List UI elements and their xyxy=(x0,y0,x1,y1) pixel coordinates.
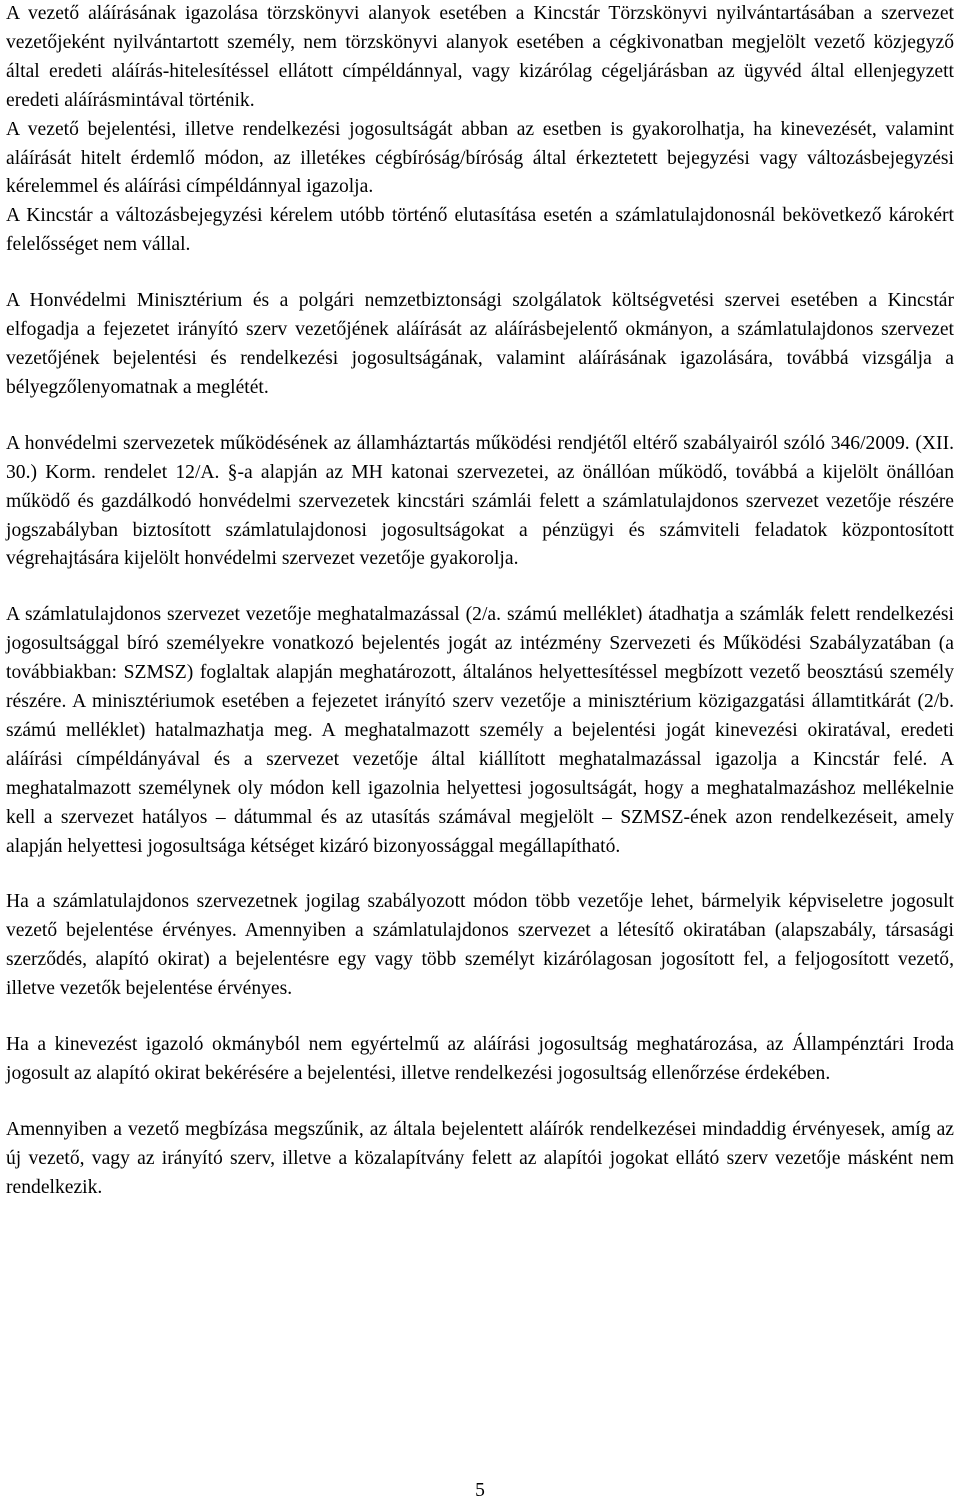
paragraph-multiple-leaders: Ha a számlatulajdonos szervezetnek jogilag szabályozott módon több vezetője lehet, bármelyik képviseletre jogosult vezető bejelentése érvényes. Amennyiben a számlatulajdonos szervezet a létesítő okiratában (alapszabály, társasági szerződés, alapító okirat) a bejelentésre egy vagy több személyt kizárólagosan jogosított fel, a feljogosított vezető, illetve vezetők bejelentése érvényes. xyxy=(6,891,954,1000)
paragraph-leader-rights: A vezető bejelentési, illetve rendelkezési jogosultságát abban az esetben is gyakorolhatja, ha kinevezését, valamint aláírását hitelt érdemlő módon, az illetékes cégbíróság/bíróság által érkeztetett bejegyzési vagy változásbejegyzési kérelemmel és aláírási címpéldánnyal igazolja. xyxy=(6,118,954,198)
page-number: 5 xyxy=(475,1480,485,1501)
paragraph-treasury-liability: A Kincstár a változásbejegyzési kérelem utóbb történő elutasítása esetén a számlatulajdonosnál bekövetkező károkért felelősséget nem vállal. xyxy=(6,205,954,256)
document-page xyxy=(6,0,954,1203)
paragraph-mandate-termination: Amennyiben a vezető megbízása megszűnik, az általa bejelentett aláírók rendelkezései mindaddig érvényesek, amíg az új vezető, vagy az irányító szerv, illetve a közalapítvány felett az alapítói jogokat ellátó szerv vezetője másként nem rendelkezik. xyxy=(6,1118,954,1198)
paragraph-appointment-document: Ha a kinevezést igazoló okmányból nem egyértelmű az aláírási jogosultság meghatározása, az Állampénztári Iroda jogosult az alapító okirat bekérésére a bejelentési, illetve rendelkezési jogosultság ellenőrzése érdekében. xyxy=(6,1034,954,1084)
paragraph-signature-verification: A vezető aláírásának igazolása törzskönyvi alanyok esetében a Kincstár Törzskönyvi nyilvántartásában a szervezet vezetőjeként nyilvántartott személy, nem törzskönyvi alanyok esetében a cégkivonatban megjelölt vezető közjegyző által eredeti aláírás-hitelesítéssel ellátott címpéldánnyal, vagy kizárólag cégeljárásban az ügyvéd által ellenjegyzett eredeti aláírásmintával történik. xyxy=(6,3,954,111)
paragraph-defence-organisations: A honvédelmi szervezetek működésének az államháztartás működési rendjétől eltérő szabályairól szóló 346/2009. (XII. 30.) Korm. rendelet 12/A. §-a alapján az MH katonai szervezetei, az önállóan működő, továbbá a kijelölt önállóan működő és gazdálkodó honvédelmi szervezetek kincstári számlái felett a számlatulajdonos szervezet vezetője részére jogszabályban biztosított számlatulajdonosi jogosultságokat a pénzügyi és számviteli feladatok központosított végrehajtására kijelölt honvédelmi szervezet vezetője gyakorolja. xyxy=(6,432,954,570)
paragraph-authorisation: A számlatulajdonos szervezet vezetője meghatalmazással (2/a. számú melléklet) átadhatja a számlák felett rendelkezési jogosultsággal bíró személyekre vonatkozó bejelentés jogát az intézmény Szervezeti és Működési Szabályzatában (a továbbiakban: SZMSZ) foglaltak alapján meghatározott, általános helyettesítéssel megbízott vezető beosztású személy részére. A minisztériumok esetében a fejezetet irányító szerv vezetője a minisztérium közigazgatási államtitkárát (2/b. számú melléklet) hatalmazhatja meg. A meghatalmazott személy a bejelentési jogát kinevezési okiratával, eredeti aláírási címpéldányával és a szervezet vezetője által kiállított meghatalmazással igazolja a Kincstár felé. A meghatalmazott személynek oly módon kell igazolnia helyettesi jogosultságát, hogy a meghatalmazáshoz mellékelnie kell a szervezet hatályos – dátummal és az utasítás számával megjelölt – SZMSZ-ének azon rendelkezéseit, amely alapján helyettesi jogosultsága kétséget kizáró bizonyossággal megállapítható. xyxy=(6,604,954,857)
paragraph-defence-ministry: A Honvédelmi Minisztérium és a polgári nemzetbiztonsági szolgálatok költségvetési szervei esetében a Kincstár elfogadja a fejezetet irányító szerv vezetőjének aláírását az aláírásbejelentő okmányon, a számlatulajdonos szervezet vezetőjének bejelentési és rendelkezési jogosultságának, valamint aláírásának igazolására, továbbá vizsgálja a bélyegzőlenyomatnak a meglétét. xyxy=(6,290,954,398)
